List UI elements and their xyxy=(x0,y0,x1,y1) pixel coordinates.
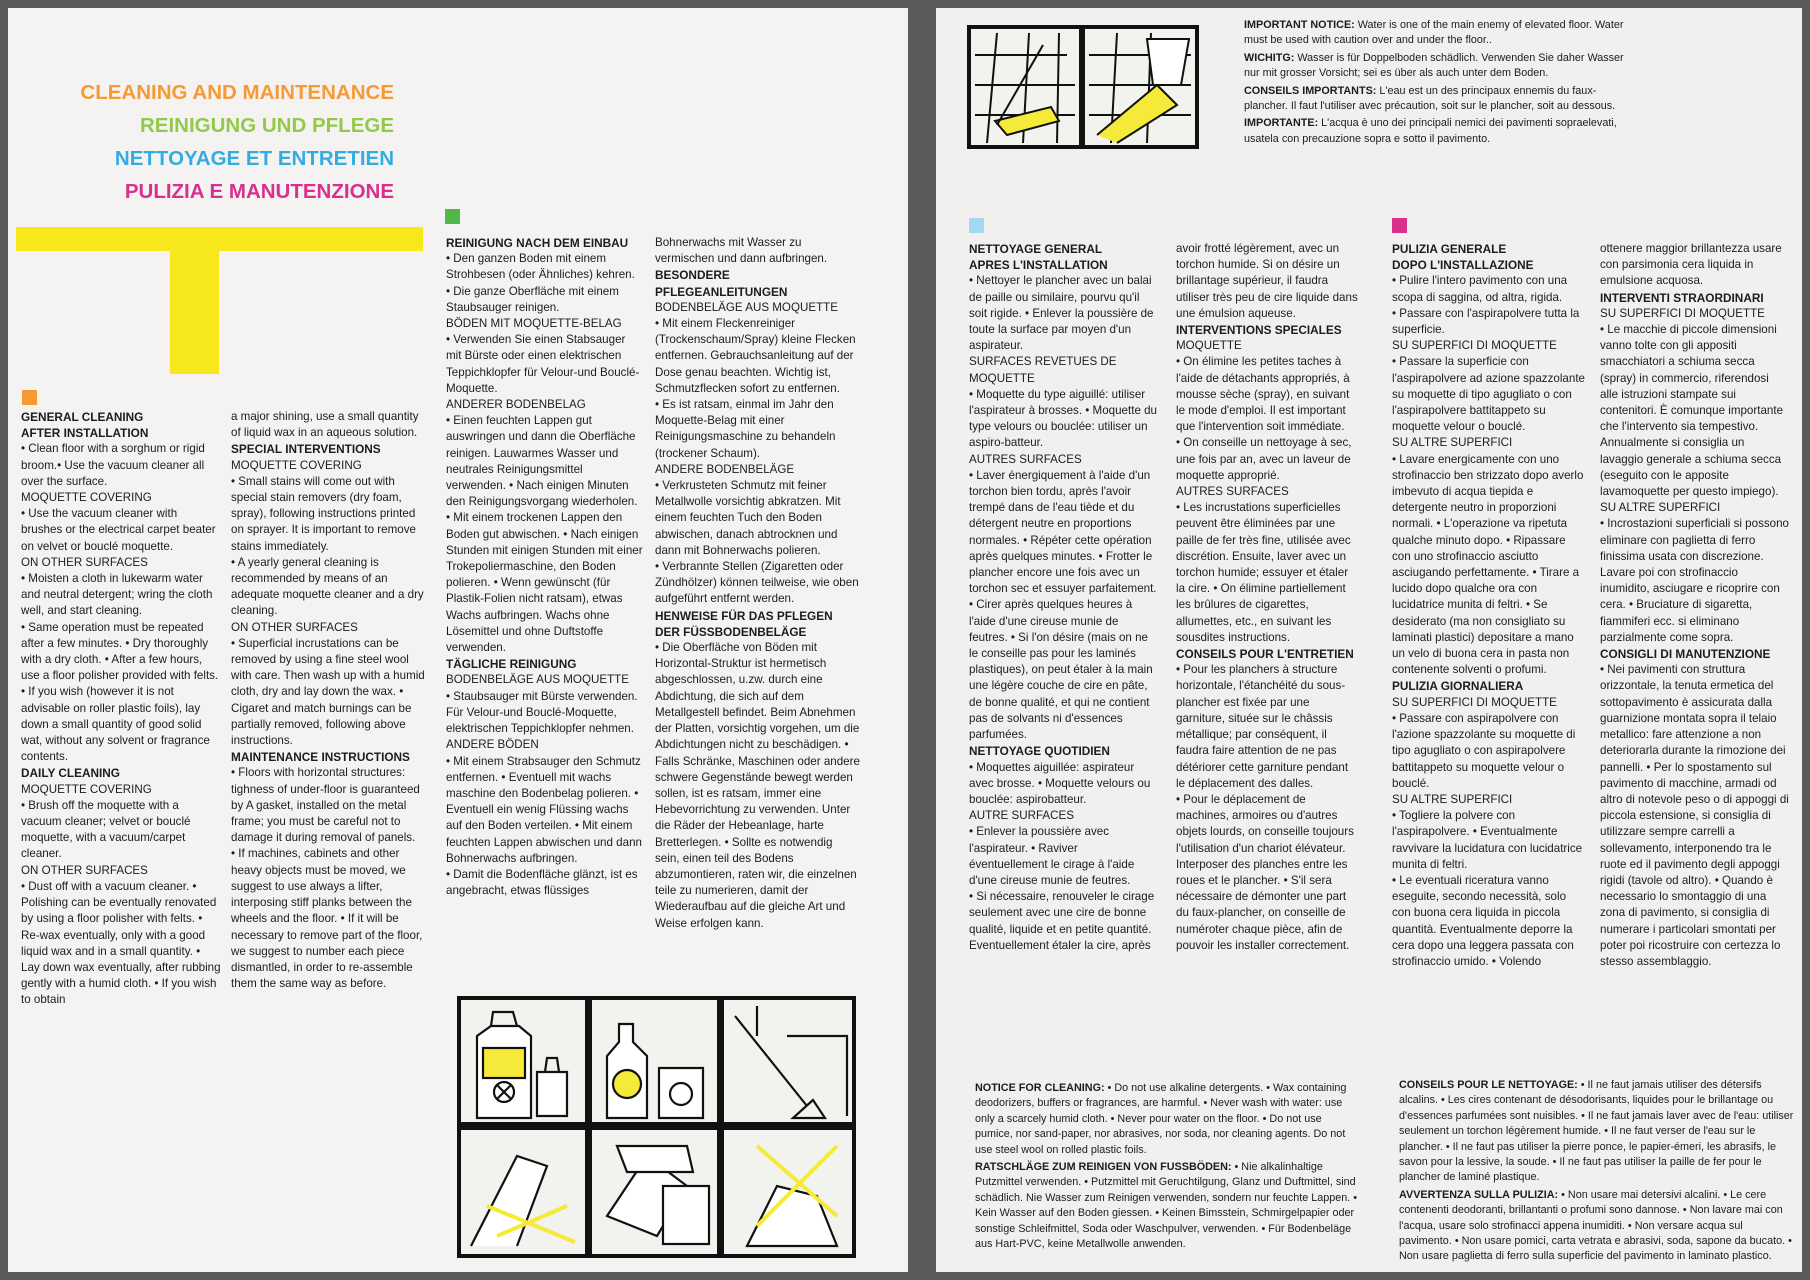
section-heading: BESONDERE PFLEGEANLEITUNGEN xyxy=(655,268,788,299)
notice-label: CONSEILS POUR LE NETTOYAGE: xyxy=(1399,1079,1578,1091)
paragraph: • Nettoyer le plancher avec un balai de paille ou similaire, pourvu qu'il soit rigide. • Enlever la poussière de toute la surface par moyen d'un aspirateur. xyxy=(969,274,1154,353)
notice-label: NOTICE FOR CLEANING: xyxy=(975,1082,1105,1094)
subheading: ANDERE BODENBELÄGE xyxy=(655,462,795,476)
paragraph: • If machines, cabinets and other heavy objects must be moved, we suggest to use always a lifter, interposing stiff planks between the wheels and the floor. • If it will be necessary to remove part of the floor, we suggest to number each piece dismantled, in order to re-assemble them the same way as before. xyxy=(231,847,423,991)
paragraph: • Moisten a cloth in lukewarm water and neutral detergent; wring the cloth well, and start cleaning. xyxy=(21,572,213,618)
paragraph: ottenere maggior brillantezza usare con parsimonia cera liquida in emulsione acquosa. xyxy=(1600,242,1782,288)
section-title-2: NETTOYAGE ET ENTRETIEN xyxy=(114,147,394,170)
yellow-bar xyxy=(16,227,423,251)
notice-text: • Il ne faut jamais utiliser des détersifs alcalins. • Les cires contenant de désodorisants, liquides pour le brillantage ou d'essences parfumées sont nuisibles. • Il ne faut jamais laver avec de l'eau: utiliser seulement un torchon légèrement humide. • Il ne faut verser de l'eau sur le plancher. • Il ne faut pas utiliser la pierre ponce, le papier-émeri, les abrasifs, le savon pour la lessive, la soude. • Il ne faut pas utiliser la paille de fer pour le plancher de laminé plastique. xyxy=(1399,1079,1794,1184)
paragraph: • Mit einem Fleckenreiniger (Trockenschaum/Spray) kleine Flecken entfernen. Gebrauchsanleitung auf der Dose genau beachten. Wichtig ist, Schmutzflecken sofort zu entfernen. xyxy=(655,317,856,395)
paragraph: • Pulire l'intero pavimento con una scopa di saggina, od altra, rigida. xyxy=(1392,274,1568,304)
notice-paragraph xyxy=(1244,116,1636,147)
paragraph: • Superficial incrustations can be removed by using a fine steel wool with care. Then wash up with a humid cloth, dry and lay down the wax. • Cigaret and match burnings can be partially removed, following above instructions. xyxy=(231,636,425,748)
subheading: BÖDEN MIT MOQUETTE-BELAG xyxy=(446,317,622,331)
paragraph: • Verwenden Sie einen Stabsauger mit Bürste oder einen elektrischen Teppichklopfer für Velour-und Bouclé-Moquette. xyxy=(446,333,640,395)
cleaning-products-illustration xyxy=(457,996,856,1258)
notice-text: • Do not use alkaline detergents. • Wax containing deodorizers, buffers or fragrances, are harmful. • Never wash with water: use only a scarcely humid cloth. • Never pour water on the floor. • Do not use pumice, nor sand-paper, nor abrasives, nor soda, nor cleaning agents. Do not use steel wool on rolled plastic foils. xyxy=(975,1082,1347,1156)
yellow-stem xyxy=(170,227,219,374)
subheading: SU SUPERFICI DI MOQUETTE xyxy=(1392,695,1557,709)
english-column-1 xyxy=(21,409,221,1009)
subheading: AUTRES SURFACES xyxy=(1176,485,1289,499)
section-heading: PULIZIA GENERALE xyxy=(1392,242,1507,256)
paragraph: • Den ganzen Boden mit einem Strohbesen (oder Ähnliches) kehren. xyxy=(446,252,635,282)
notice-text: • Nie alkalinhaltige Putzmittel verwenden. • Putzmittel mit Geruchtilgung, Glanz und Duftmittel, sind schädlich. Nie Wasser zum Reinigen verwenden, sondern nur feuchte Lappen. • Kein Wasser auf den Boden giessen. • Keinen Bimsstein, Schmirgelpapier oder sonstige Schleifmittel, Soda oder Waschpulver, verwenden. • Für Bodenbeläge aus Hart-PVC, keine Metallwolle anwenden. xyxy=(975,1161,1358,1251)
paragraph: avoir frotté légèrement, avec un torchon humide. Si on désire un brillantage supérieur, il faudra utiliser très peu de cire liquide dans une émulsion aqueuse. xyxy=(1176,242,1358,320)
french-column-1 xyxy=(969,241,1159,954)
paragraph: • Le macchie di piccole dimensioni vanno tolte con gli appositi smacchiatori a schiuma secca (spray) in commercio, riferendosi alle istruzioni stampate sui contenitori. È comunque importante che l'intervento sia tempestivo. Annualmente si consiglia un lavaggio generale a schiuma secca (eseguito con le apposite lavamoquette per questo impiego). xyxy=(1600,323,1784,499)
german-column-1 xyxy=(446,235,643,899)
english-column-2 xyxy=(231,409,429,992)
section-heading: NETTOYAGE QUOTIDIEN xyxy=(969,744,1110,759)
paragraph: • On conseille un nettoyage à sec, une fois par an, avec un laveur de moquette approprié. xyxy=(1176,436,1352,482)
paragraph: • Togliere la polvere con l'aspirapolvere. • Eventualmente ravvivare la lucidatura con lucidatrice munita di feltri. xyxy=(1392,809,1583,871)
cleaning-notice-en-de xyxy=(975,1081,1358,1254)
subheading: AUTRE SURFACES xyxy=(969,809,1075,823)
subheading: ANDERER BODENBELAG xyxy=(446,398,586,412)
paragraph: • Nei pavimenti con struttura orizzontale, la tenuta ermetica del sottopavimento è assicurata dalla guarnizione montata sopra il telaio metallico: fare attenzione a non deteriorarla durante la rimozione dei pannelli. • Per lo spostamento sul pavimento di macchine, armadi od altro di notevole peso o di appoggi di piccola estensione, si consiglia di utilizzare sempre carrelli a sollevamento, interponendo tra le ruote ed il pavimento degli appoggi rigidi (tavole od altro). • Quando è necessario lo smontaggio di una zona di pavimento, si consiglia di numerare i particolari smontati per poter poi ricostruire con certezza lo stesso assemblaggio. xyxy=(1600,663,1789,968)
section-heading: GENERAL CLEANING xyxy=(21,410,144,424)
section-heading: TÄGLICHE REINIGUNG xyxy=(446,657,577,672)
paragraph: • Moquette du type aiguillé: utiliser l'aspirateur à brosses. • Moquette du type velours ou bouclée: utiliser un aspiro-batteur. xyxy=(969,387,1158,450)
section-heading: MAINTENANCE INSTRUCTIONS xyxy=(231,750,410,765)
subheading: MOQUETTE COVERING xyxy=(231,458,362,472)
section-heading: INTERVENTI STRAORDINARI xyxy=(1600,290,1764,305)
important-notice xyxy=(1244,18,1636,149)
paragraph: • Moquettes aiguillée: aspirateur avec brosse. • Moquette velours ou bouclée: aspirobatteur. xyxy=(969,760,1151,806)
cleaning-notice-fr-it xyxy=(1399,1078,1797,1267)
subheading: AUTRES SURFACES xyxy=(969,452,1082,466)
notice-paragraph xyxy=(1399,1078,1797,1186)
paragraph: • Verbrannte Stellen (Zigaretten oder Zündhölzer) können teilweise, wie oben aufgeführt entfernt werden. xyxy=(655,560,859,606)
subheading: BODENBELÄGE AUS MOQUETTE xyxy=(446,673,629,687)
notice-text: L'acqua è uno dei principali nemici dei pavimenti sopraelevati, usatela con precauzione sopra e sotto il pavimento. xyxy=(1244,117,1617,145)
subheading: ON OTHER SURFACES xyxy=(231,620,358,634)
paragraph: • Clean floor with a sorghum or rigid broom.• Use the vacuum cleaner all over the surface. xyxy=(21,442,205,488)
paragraph: • Staubsauger mit Bürste verwenden. Für Velour-und Bouclé-Moquette, elektrischen Teppichklopfer nehmen. xyxy=(446,689,638,736)
subheading: ON OTHER SURFACES xyxy=(21,555,148,569)
paragraph: • Mit einem trockenen Lappen den Boden gut abwischen. • Nach einigen Stunden mit einigen Stunden mit einer Trokepoliermaschine, den Boden polieren. • Wenn gewünscht (für Plastik-Folien nicht ratsam), etwas Wachs aufbringen. Wachs ohne Lösemittel und ohne Duftstoffe verwenden. xyxy=(446,511,643,655)
notice-label: IMPORTANTE: xyxy=(1244,117,1319,130)
notice-label: WICHITG: xyxy=(1244,51,1295,64)
subheading: SU SUPERFICI DI MOQUETTE xyxy=(1600,306,1765,320)
italian-column-2 xyxy=(1600,241,1790,970)
green-square xyxy=(445,209,460,224)
notice-text: Water is one of the main enemy of elevated floor. Water must be used with caution over and under the floor.. xyxy=(1244,19,1624,47)
subheading: MOQUETTE COVERING xyxy=(21,782,152,796)
french-column-2 xyxy=(1176,241,1359,954)
notice-text: • Non usare mai detersivi alcalini. • Le cere contenenti deodoranti, brillantanti o profumi sono dannose. • Non lavare mai con l'acqua, usare solo strofinacci appena inumiditi. • Non versare acqua sul pavimento. • Non usare pomici, carta vetrata e abrasivi, soda, sapone da bucato. • Non usare paglietta di ferro sulla superficie del pavimento in laminato plastico. xyxy=(1399,1188,1792,1263)
section-heading: SPECIAL INTERVENTIONS xyxy=(231,442,381,457)
notice-label: RATSCHLÄGE ZUM REINIGEN VON FUSSBÖDEN: xyxy=(975,1161,1232,1174)
subheading: MOQUETTE xyxy=(1176,339,1242,353)
subheading: ON OTHER SURFACES xyxy=(21,863,148,877)
magenta-square xyxy=(1392,218,1407,233)
subheading: ANDERE BÖDEN xyxy=(446,738,539,752)
section-heading: INTERVENTIONS SPECIALES xyxy=(1176,323,1342,338)
paragraph: • Pour les planchers à structure horizontale, l'étanchéité du sous-plancher est fixée par une garniture, située sur le châssis métallique; par conséquent, il faudra faire attention de ne pas détériorer cette garniture pendant le déplacement des dalles. xyxy=(1176,663,1349,790)
subheading: SU SUPERFICI DI MOQUETTE xyxy=(1392,339,1557,353)
orange-square xyxy=(22,390,37,405)
section-heading: REINIGUNG NACH DEM EINBAU xyxy=(446,236,629,250)
title-block xyxy=(48,76,394,216)
paragraph: • Laver énergiquement à l'aide d'un torchon bien tordu, après l'avoir trempé dans de l'eau tiède et du détergent neutre en proportions normales. • Répéter cette opération après quelques minutes. • Frotter le plancher encore une fois avec un torchon sec et essuyer parfaitement. • Cirer après quelques heures à l'aide d'une cireuse munie de feutres. • Si l'on désire (mais on ne le conseille pas pour les laminés plastiques), on peut étaler à la main une légère couche de cire en pâte, de bonne qualité, et qui ne contient pas de solvants ni d'essences parfumées. xyxy=(969,468,1157,742)
italian-column-1 xyxy=(1392,241,1585,970)
notice-text: Wasser is für Doppelboden schädlich. Verwenden Sie daher Wasser nur mit grosser Vorsicht; sei es über als auch unter dem Boden. xyxy=(1244,51,1624,80)
paragraph: a major shining, use a small quantity of liquid wax in an aqueous solution. xyxy=(231,410,419,440)
notice-text: L'eau est un des principaux ennemis du faux-plancher. Il faut l'utiliser avec précaution, soit sur le plancher, soit au dessous. xyxy=(1244,84,1616,113)
section-heading: APRES L'INSTALLATION xyxy=(969,258,1108,273)
paragraph: • Les incrustations superficielles peuvent être éliminées par une paille de fer très fine, utilisée avec discrétion. Ensuite, laver avec un torchon humide; essuyer et étaler la cire. • On élimine partiellement les brûlures de cigarettes, allumettes, etc., en suivant les sousdites instructions. xyxy=(1176,501,1351,644)
subheading: SU ALTRE SUPERFICI xyxy=(1600,501,1721,515)
paragraph: • Damit die Bodenfläche glänzt, ist es angebracht, etwas flüssiges xyxy=(446,867,638,898)
section-heading: DAILY CLEANING xyxy=(21,766,120,781)
paragraph: • Dust off with a vacuum cleaner. • Polishing can be eventually renovated by using a floor polisher with felts. • Re-wax eventually, only with a good liquid wax and in a small quantity. • Lay down wax eventually, after rubbing gently with a humid cloth. • If you wish to obtain xyxy=(21,879,221,1007)
subheading: MOQUETTE COVERING xyxy=(21,491,152,505)
subheading: SU ALTRE SUPERFICI xyxy=(1392,436,1513,450)
notice-label: CONSEILS IMPORTANTS: xyxy=(1244,84,1377,97)
paragraph: Bohnerwachs mit Wasser zu vermischen und dann aufbringen. xyxy=(655,236,828,266)
notice-paragraph xyxy=(1244,51,1636,82)
notice-paragraph xyxy=(1399,1188,1797,1265)
paragraph: • Brush off the moquette with a vacuum cleaner; velvet or bouclé moquette, with a vacuum/carpet cleaner. xyxy=(21,798,191,861)
paragraph: • Verkrusteten Schmutz mit feiner Metallwolle vorsichtig abkratzen. Mit einem feuchten Tuch den Boden abwischen, danach abtrocknen und dann mit Bohnerwachs polieren. xyxy=(655,479,841,557)
section-heading: PULIZIA GIORNALIERA xyxy=(1392,679,1524,694)
paragraph: • Passare la superficie con l'aspirapolvere ad azione spazzolante su moquette di tipo agugliato o con l'aspirapolvere battitappeto su moquette velour o bouclé. xyxy=(1392,355,1585,434)
right-page xyxy=(936,8,1802,1272)
paragraph: • Floors with horizontal structures: tighness of under-floor is guaranteed by A gasket, installed on the metal frame; you must be careful not to damage it during removal of panels. xyxy=(231,766,420,845)
paragraph: • Enlever la poussière avec l'aspirateur. • Raviver éventuellement le cirage à l'aide d'une cireuse munie de feutres. xyxy=(969,825,1135,887)
paragraph: • Same operation must be repeated after a few minutes. • Dry thoroughly with a dry cloth. • After a few hours, use a floor polisher provided with felts. • If you wish (however it is not advisable on roller plastic foils), lay down a small quantity of good solid wat, without any solvent or fragrance contents. xyxy=(21,620,219,764)
paragraph: • Pour le déplacement de machines, armoires ou d'autres objets lourds, on conseille toujours l'utilisation d'un chariot élévateur. Interposer des planches entre les roues et le plancher. • S'il sera nécessaire de démonter une part du faux-plancher, on conseille de numéroter chaque pièce, afin de pouvoir les installer correctement. xyxy=(1176,792,1354,952)
paragraph: • Si nécessaire, renouveler le cirage seulement avec une cire de bonne qualité, liquide et en petite quantité. Eventuellement étaler la cire, après xyxy=(969,890,1155,952)
section-heading: AFTER INSTALLATION xyxy=(21,426,149,441)
paragraph: • Lavare energicamente con uno strofinaccio ben strizzato dopo averlo imbevuto di acqua tiepida e detergente neutro in proporzioni normali. • L'operazione va ripetuta qualche minuto dopo. • Ripassare con uno strofinaccio asciutto asciugando perfettamente. • Tirare a lucido dopo qualche ora con lucidatrice munita di feltri. • Se desiderato (ma non consigliato su laminati plastici) depositare a mano un velo di buona cera in pasta non contenente solventi o profumi. xyxy=(1392,452,1584,677)
paragraph: • Passare con l'aspirapolvere tutta la superficie. xyxy=(1392,306,1580,337)
notice-label: IMPORTANT NOTICE: xyxy=(1244,19,1355,31)
paragraph: • Die Oberfläche von Böden mit Horizontal-Struktur ist hermetisch abgeschlossen, u.zw. durch eine Abdichtung, die sich auf dem Metallgestell befindet. Beim Abnehmen der Platten, vorsichtig vorgehen, um die Abdichtungen nicht zu beschädigen. • Falls Schränke, Maschinen oder andere schwere Gegenstände bewegt werden sollen, ist es ratsam, immer eine Hebevorrichtung zu verwenden. Unter die Räder der Hebeanlage, harte Bretterlegen. • Sollte es notwendig sein, einen teil des Bodens abzumontieren, raten wir, die einzelnen teile zu numerieren, damit der Wiederaufbau auf die gleiche Art und Weise erfolgen kann. xyxy=(655,641,860,930)
paragraph: • Es ist ratsam, einmal im Jahr den Moquette-Belag mit einer Reinigungsmaschine zu behandeln (trockener Schaum). xyxy=(655,398,836,460)
section-title-0: CLEANING AND MAINTENANCE xyxy=(80,81,394,104)
notice-paragraph xyxy=(975,1081,1358,1158)
section-title-3: PULIZIA E MANUTENZIONE xyxy=(124,180,394,203)
german-column-2 xyxy=(655,235,860,932)
section-heading: HENWEISE FÜR DAS PFLEGEN DER FÜSSBODENBELÄGE xyxy=(655,608,833,639)
paragraph: • Passare con aspirapolvere con l'azione spazzolante su moquette di tipo agugliato o con aspirapolvere battitappeto su moquette velour o bouclé. xyxy=(1392,711,1576,790)
notice-paragraph xyxy=(975,1160,1358,1252)
paragraph: • On élimine les petites taches à l'aide de détachants appropriés, à mousse sèche (spray), en suivant le mode d'emploi. Il est important que l'intervention soit immédiate. xyxy=(1176,355,1350,434)
section-heading: CONSEILS POUR L'ENTRETIEN xyxy=(1176,647,1354,662)
paragraph: • Use the vacuum cleaner with brushes or the electrical carpet beater on velvet or bouclé moquette. xyxy=(21,507,216,553)
section-heading: CONSIGLI DI MANUTENZIONE xyxy=(1600,647,1771,662)
section-heading: DOPO L'INSTALLAZIONE xyxy=(1392,258,1534,273)
paragraph: • Small stains will come out with special stain removers (dry foam, spray), following instructions printed on sprayer. It is important to remove stains immediately. xyxy=(231,474,416,553)
water-warning-illustration xyxy=(967,25,1199,149)
section-heading: NETTOYAGE GENERAL xyxy=(969,242,1103,256)
paragraph: • Incrostazioni superficiali si possono eliminare con paglietta di ferro finissima usata con discrezione. Lavare poi con strofinaccio inumidito, asciugare e ricoprire con cera. • Bruciature di sigaretta, fiammiferi ecc. si eliminano parzialmente come sopra. xyxy=(1600,517,1790,644)
paragraph: • Le eventuali riceratura vanno eseguite, secondo necessità, solo con buona cera liquida in piccola quantità. Eventualmente deporre la cera dopo una leggera passata con strofinaccio umido. • Volendo xyxy=(1392,873,1574,968)
notice-paragraph xyxy=(1244,18,1636,49)
left-page xyxy=(8,8,908,1272)
paragraph: • Mit einem Strabsauger den Schmutz entfernen. • Eventuell mit wachs maschine den Bodenbelag polieren. • Eventuell ein wenig Flüssing wachs auf den Boden verteilen. • Mit einem feuchten Lappen abwischen und dann Bohnerwachs aufbringen. xyxy=(446,754,642,865)
paragraph: • Die ganze Oberfläche mit einem Staubsauger reinigen. xyxy=(446,284,619,314)
subheading: SURFACES REVETUES DE MOQUETTE xyxy=(969,355,1117,385)
paragraph: • A yearly general cleaning is recommended by means of an adequate moquette cleaner and a dry cleaning. xyxy=(231,555,424,618)
notice-paragraph xyxy=(1244,84,1636,115)
subheading: BODENBELÄGE AUS MOQUETTE xyxy=(655,300,838,314)
cyan-square xyxy=(969,218,984,233)
paragraph: • Einen feuchten Lappen gut auswringen und dann die Oberfläche reinigen. Lauwarmes Wasser und neutrales Reinigungsmittel verwenden. • Nach einigen Minuten den Reinigungsvorgang wiederholen. xyxy=(446,414,638,509)
notice-label: AVVERTENZA SULLA PULIZIA: xyxy=(1399,1188,1559,1201)
subheading: SU ALTRE SUPERFICI xyxy=(1392,792,1513,806)
section-title-1: REINIGUNG UND PFLEGE xyxy=(140,114,394,137)
